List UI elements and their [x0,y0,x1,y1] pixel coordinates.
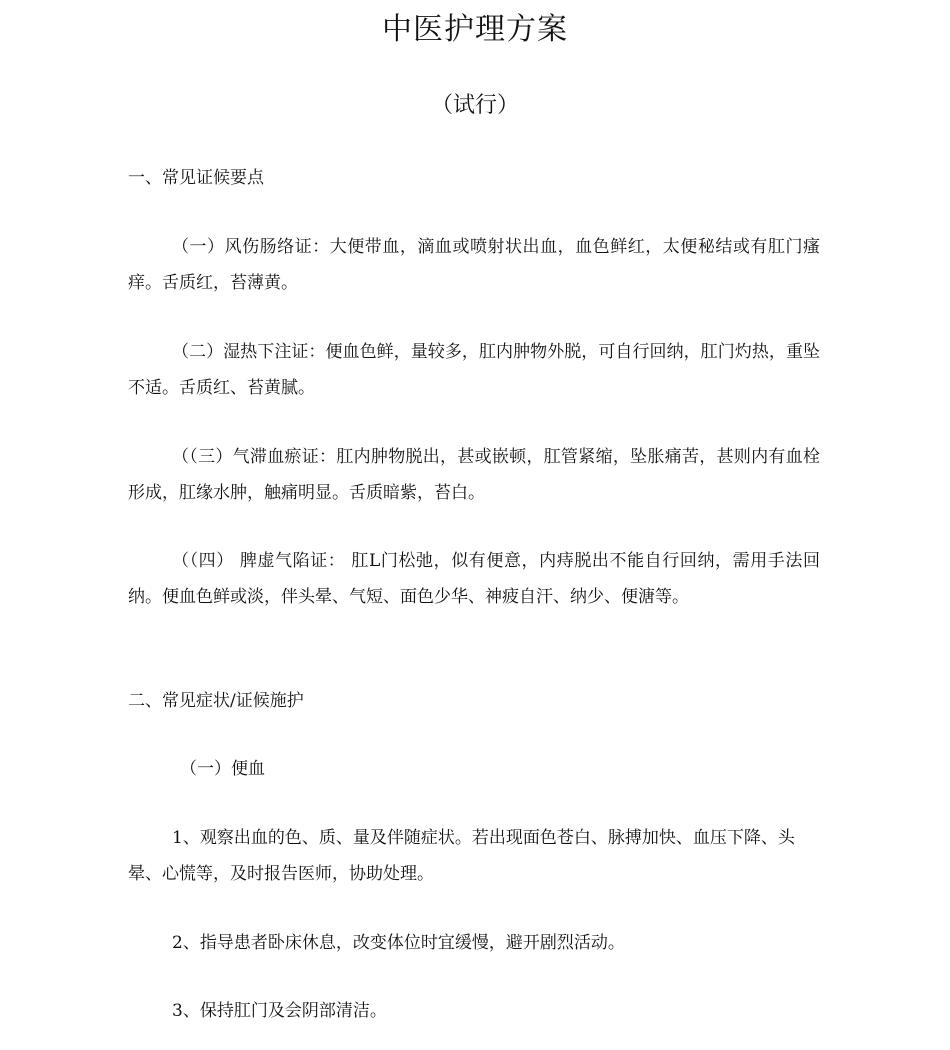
document-subtitle: （试行） [430,93,519,118]
care-item-2: 2、指导患者卧床休息，改变体位时宜缓慢，避开剧烈活动。 [172,933,625,953]
syndrome-paragraph-1: （一）风伤肠络证：大便带血，滴血或喷射状出血，血色鲜红，太便秘结或有肛门瘙痒。舌质红，苔薄黄。 [128,237,820,293]
syndrome-paragraph-2: （二）湿热下注证：便血色鲜，量较多，肛内肿物外脱，可自行回纳，肛门灼热，重坠不适。舌质红、苔黄腻。 [128,342,820,398]
syndrome-paragraph-4: （（四） 脾虚气陷证： 肛L门松弛，似有便意，内痔脱出不能自行回纳，需用手法回纳。便血色鲜或淡，伴头晕、气短、面色少华、神疲自汗、纳少、便溏等。 [128,551,820,607]
subsection-heading-bleeding: （一）便血 [180,759,265,779]
section-heading-2: 二、常见症状/证候施护 [128,691,304,711]
care-item-1: 1、观察出血的色、质、量及伴随症状。若出现面色苍白、脉搏加快、血压下降、头晕、心慌等，及时报告医师，协助处理。 [128,828,795,884]
syndrome-paragraph-3: （（三）气滞血瘀证：肛内肿物脱出，甚或嵌顿，肛管紧缩，坠胀痛苦，甚则内有血栓形成，肛缘水肿，触痛明显。舌质暗紫，苔白。 [128,447,820,503]
section-heading-1: 一、常见证候要点 [128,168,264,188]
document-title: 中医护理方案 [382,12,568,47]
care-item-3: 3、保持肛门及会阴部清洁。 [172,1001,387,1021]
